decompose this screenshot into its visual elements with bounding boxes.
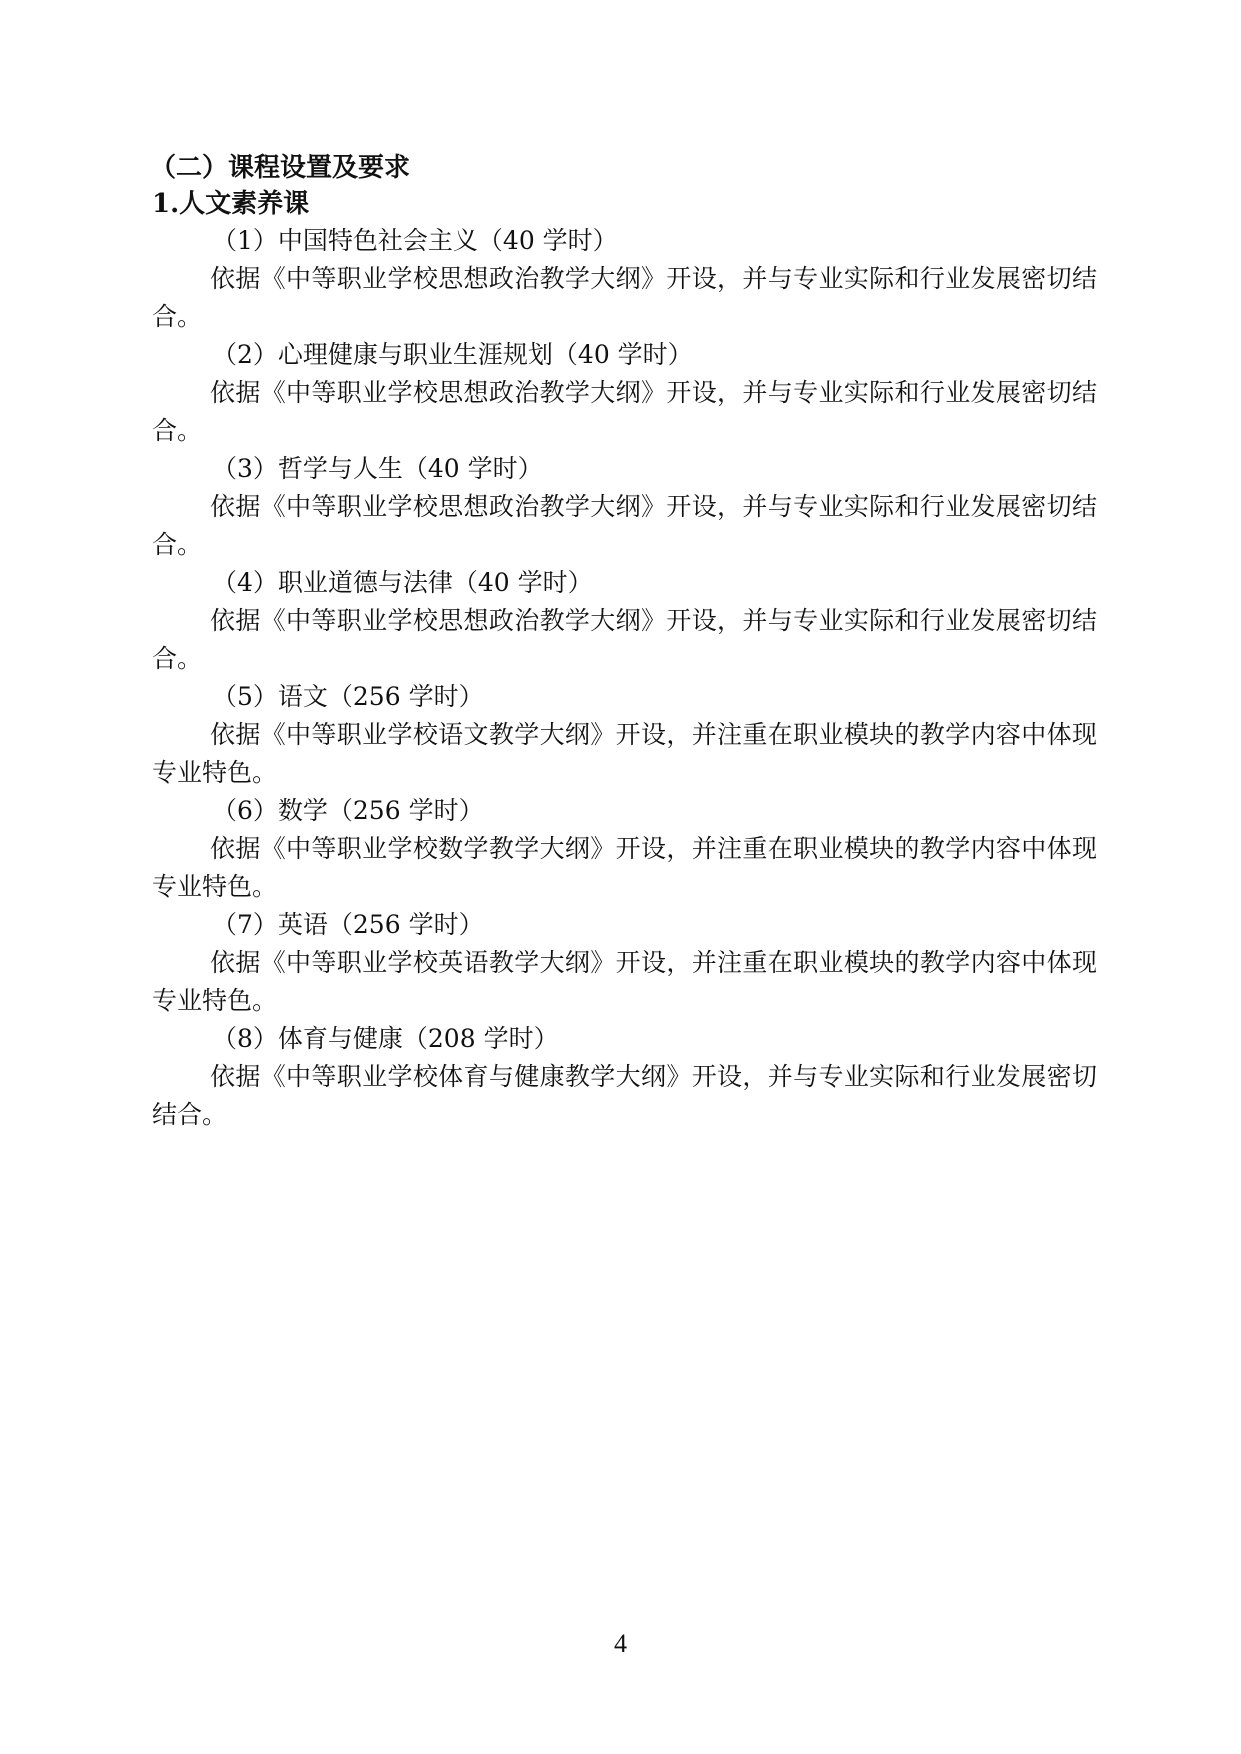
course-title: （3）哲学与人生（40 学时）	[212, 454, 543, 483]
course-description: 依据《中等职业学校体育与健康教学大纲》开设，并与专业实际和行业发展密切结合。	[152, 1062, 1097, 1129]
course-description: 依据《中等职业学校英语教学大纲》开设，并注重在职业模块的教学内容中体现专业特色。	[152, 948, 1097, 1015]
course-description: 依据《中等职业学校思想政治教学大纲》开设，并与专业实际和行业发展密切结合。	[152, 606, 1097, 673]
course-item	[152, 792, 1097, 906]
page-number: 4	[614, 1629, 627, 1658]
course-title: （5）语文（256 学时）	[212, 682, 484, 711]
course-description: 依据《中等职业学校数学教学大纲》开设，并注重在职业模块的教学内容中体现专业特色。	[152, 834, 1097, 901]
course-title: （8）体育与健康（208 学时）	[212, 1024, 559, 1053]
section-title: （二）课程设置及要求	[150, 153, 411, 183]
course-title: （7）英语（256 学时）	[212, 910, 484, 939]
course-title: （1）中国特色社会主义（40 学时）	[212, 226, 618, 255]
course-title: （2）心理健康与职业生涯规划（40 学时）	[212, 340, 693, 369]
course-title: （4）职业道德与法律（40 学时）	[212, 568, 593, 597]
course-item	[152, 336, 1097, 450]
course-item	[152, 906, 1097, 1020]
subsection-title: 1.人文素养课	[152, 189, 310, 219]
course-description: 依据《中等职业学校思想政治教学大纲》开设，并与专业实际和行业发展密切结合。	[152, 264, 1097, 331]
course-title: （6）数学（256 学时）	[212, 796, 484, 825]
course-description: 依据《中等职业学校思想政治教学大纲》开设，并与专业实际和行业发展密切结合。	[152, 492, 1097, 559]
course-item	[152, 678, 1097, 792]
document-body	[152, 150, 1097, 1134]
course-item	[152, 450, 1097, 564]
course-item	[152, 564, 1097, 678]
course-description: 依据《中等职业学校语文教学大纲》开设，并注重在职业模块的教学内容中体现专业特色。	[152, 720, 1097, 787]
course-item	[152, 1020, 1097, 1134]
course-item	[152, 222, 1097, 336]
course-description: 依据《中等职业学校思想政治教学大纲》开设，并与专业实际和行业发展密切结合。	[152, 378, 1097, 445]
